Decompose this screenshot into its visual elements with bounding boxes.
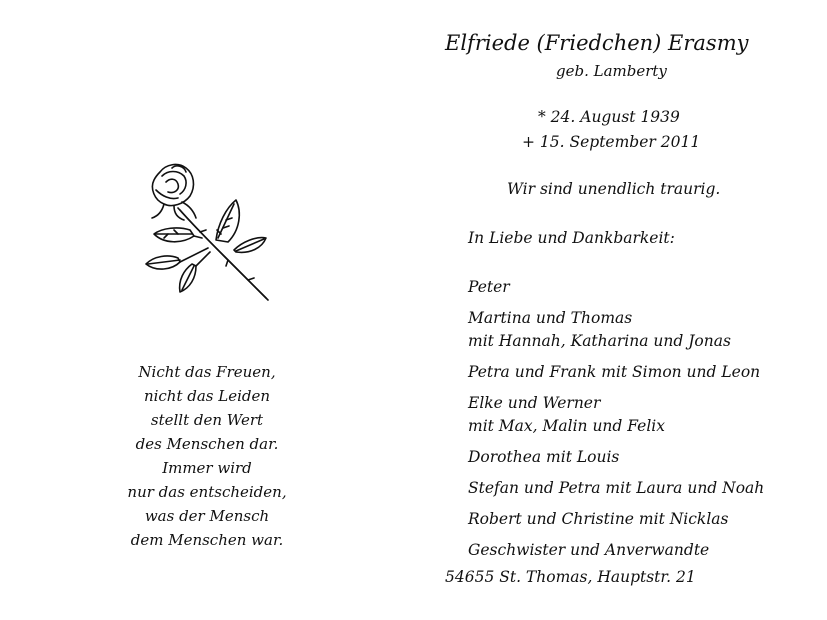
family-row: Martina und Thomas (468, 309, 633, 327)
poem-line: Immer wird (162, 459, 252, 477)
family-row-sub: mit Hannah, Katharina und Jonas (468, 332, 731, 350)
death-date: + 15. September 2011 (522, 133, 701, 151)
poem-line: was der Mensch (144, 507, 270, 525)
address: 54655 St. Thomas, Hauptstr. 21 (445, 568, 696, 586)
family-row-sub: mit Max, Malin und Felix (468, 417, 666, 435)
family-row: Geschwister und Anverwandte (468, 541, 710, 559)
poem-line: stellt den Wert (150, 411, 264, 429)
sad-line: Wir sind unendlich traurig. (507, 180, 721, 198)
rose-icon (138, 160, 274, 302)
poem-line: des Menschen dar. (135, 435, 279, 453)
poem-line: dem Menschen war. (130, 531, 284, 549)
family-row: Robert und Christine mit Nicklas (468, 510, 729, 528)
family-row: Stefan und Petra mit Laura und Noah (468, 479, 765, 497)
family-row: Petra und Frank mit Simon und Leon (468, 363, 761, 381)
family-row: Dorothea mit Louis (468, 448, 620, 466)
poem-line: nur das entscheiden, (127, 483, 287, 501)
poem-line: nicht das Leiden (143, 387, 271, 405)
family-row: Peter (468, 278, 510, 296)
family-row: Elke und Werner (468, 394, 601, 412)
thanks-line: In Liebe und Dankbarkeit: (468, 229, 675, 247)
birth-name: geb. Lamberty (556, 62, 667, 80)
poem (100, 360, 314, 552)
deceased-name: Elfriede (Friedchen) Erasmy (445, 31, 749, 55)
poem-line: Nicht das Freuen, (138, 363, 276, 381)
family-list (468, 276, 764, 562)
birth-date: * 24. August 1939 (538, 108, 680, 126)
